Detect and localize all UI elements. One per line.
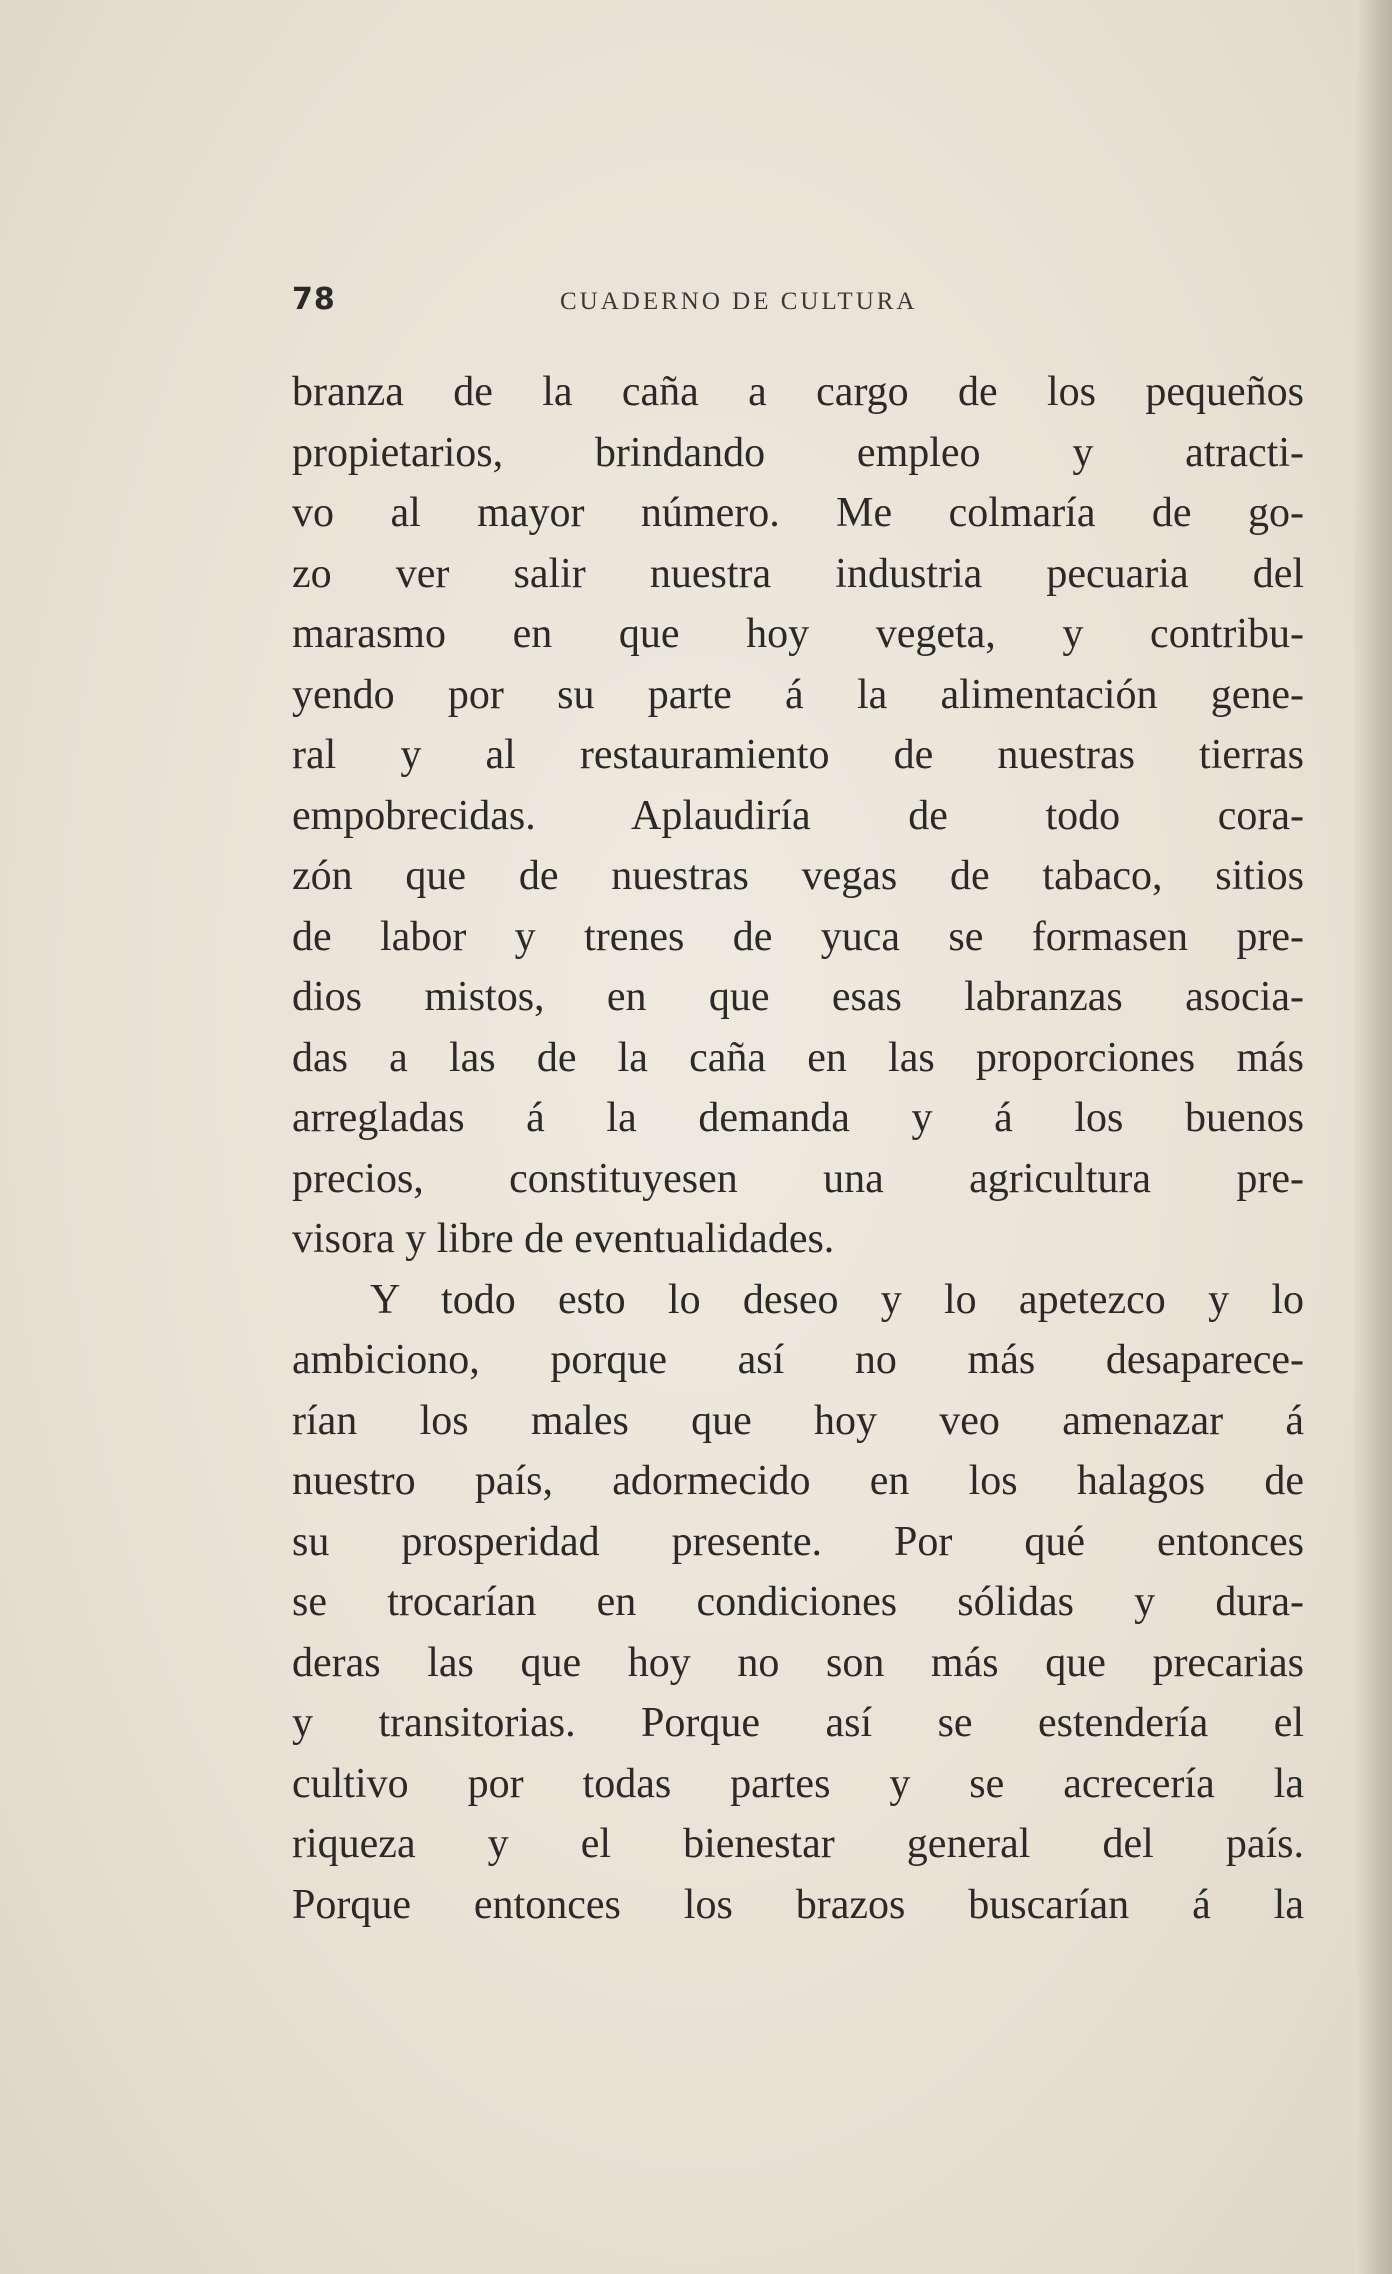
text-line: riqueza y el bienestar general del país. (292, 1821, 1304, 1867)
text-line: branza de la caña a cargo de los pequeños (292, 369, 1304, 415)
text-line: vo al mayor número. Me colmaría de go- (292, 490, 1304, 536)
text-line: empobrecidas. Aplaudiría de todo cora- (292, 792, 1304, 839)
paragraph-end-line: visora y libre de eventualidades. (292, 1216, 835, 1262)
text-line: Porque entonces los brazos buscarían á la (292, 1881, 1304, 1928)
text-line: ambiciono, porque así no más desaparece- (292, 1337, 1304, 1383)
text-line: su prosperidad presente. Por qué entonces (292, 1518, 1304, 1565)
page-number: 78 (292, 282, 336, 317)
text-line: arregladas á la demanda y á los buenos (292, 1095, 1304, 1141)
text-line: rían los males que hoy veo amenazar á (292, 1397, 1304, 1444)
body-text (292, 362, 1304, 1935)
text-line: zón que de nuestras vegas de tabaco, sitios (292, 853, 1304, 899)
text-line: dios mistos, en que esas labranzas asocia- (292, 974, 1304, 1020)
running-head (292, 282, 1032, 322)
text-line: zo ver salir nuestra industria pecuaria del (292, 550, 1304, 597)
text-line: propietarios, brindando empleo y atracti- (292, 429, 1304, 476)
text-line: de labor y trenes de yuca se formasen pre- (292, 913, 1304, 960)
text-line: se trocarían en condiciones sólidas y dura- (292, 1579, 1304, 1625)
text-line: precios, constituyesen una agricultura pre- (292, 1155, 1304, 1202)
text-line: y transitorias. Porque así se estendería el (292, 1700, 1304, 1746)
running-title: CUADERNO DE CULTURA (560, 288, 918, 315)
text-line: nuestro país, adormecido en los halagos de (292, 1458, 1304, 1504)
text-line: ral y al restauramiento de nuestras tierras (292, 732, 1304, 778)
text-line: cultivo por todas partes y se acrecería la (292, 1760, 1304, 1807)
text-line: das a las de la caña en las proporciones más (292, 1034, 1304, 1081)
text-line: marasmo en que hoy vegeta, y contribu- (292, 611, 1304, 657)
text-line: deras las que hoy no son más que precarias (292, 1639, 1304, 1686)
page-edge-shadow (1354, 0, 1392, 2274)
paragraph-start-line: Y todo esto lo deseo y lo apetezco y lo (370, 1276, 1304, 1323)
text-line: yendo por su parte á la alimentación gene- (292, 671, 1304, 718)
